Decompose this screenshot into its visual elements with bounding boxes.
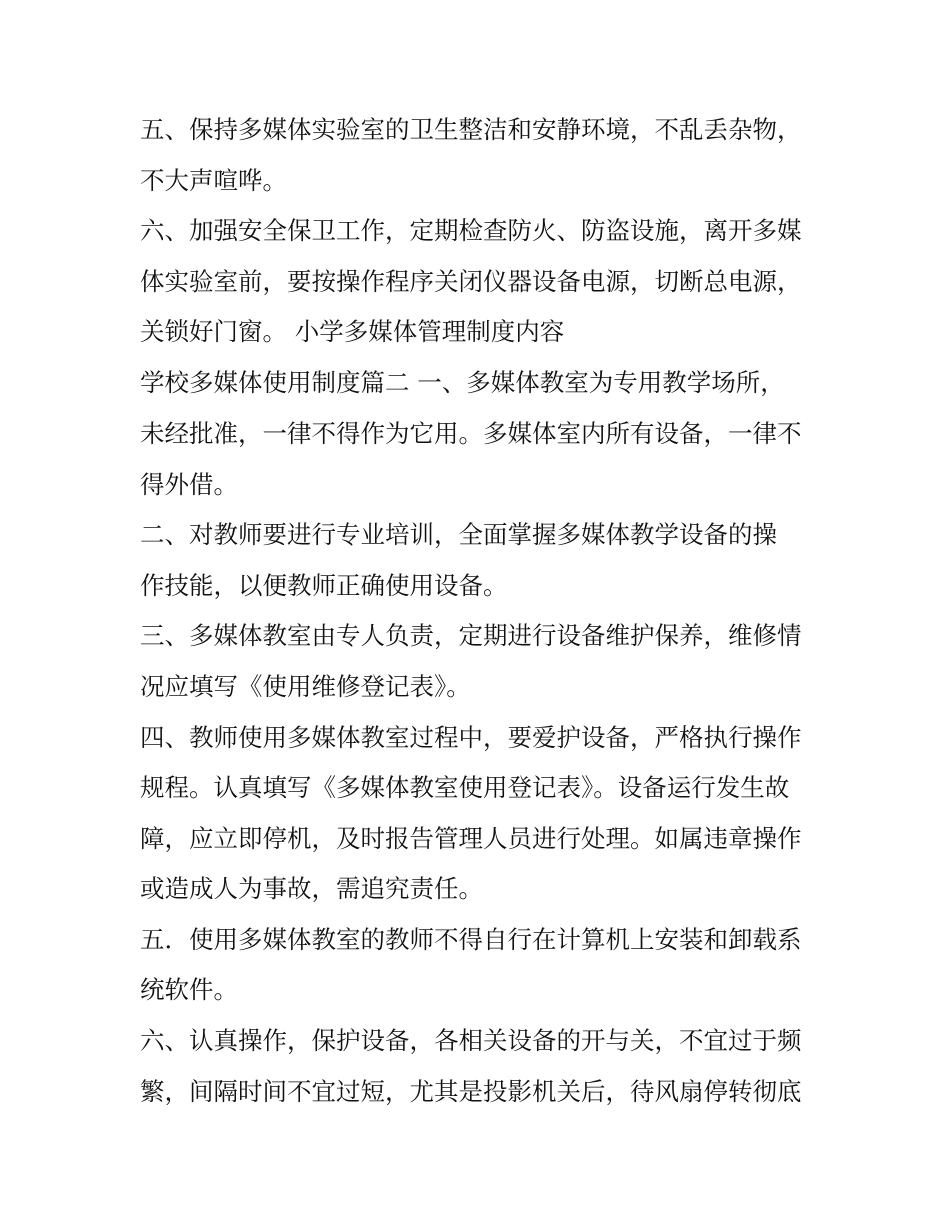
text-line: 五、保持多媒体实验室的卫生整洁和安静环境，不乱丢杂物， (140, 115, 802, 144)
text-line: 统软件。 (140, 975, 238, 1004)
text-line: 体实验室前，要按操作程序关闭仪器设备电源，切断总电源， (140, 267, 802, 296)
text-line: 学校多媒体使用制度篇二 一、多媒体教室为专用教学场所， (140, 368, 785, 397)
text-line: 不大声喧哗。 (140, 166, 287, 195)
text-line: 得外借。 (140, 470, 238, 499)
text-line: 二、对教师要进行专业培训，全面掌握多媒体教学设备的操 (140, 520, 777, 549)
text-line: 六、加强安全保卫工作，定期检查防火、防盗设施，离开多媒 (140, 216, 802, 245)
text-line: 繁，间隔时间不宜过短，尤其是投影机关后，待风扇停转彻底 (140, 1077, 802, 1106)
text-line: 关锁好门窗。 小学多媒体管理制度内容 (140, 317, 565, 346)
text-line: 况应填写《使用维修登记表》。 (140, 672, 471, 701)
text-line: 或造成人为事故，需追究责任。 (140, 874, 483, 903)
text-line: 四、教师使用多媒体教室过程中，要爱护设备，严格执行操作 (140, 723, 802, 752)
text-line: 作技能，以便教师正确使用设备。 (140, 571, 508, 600)
text-line: 三、多媒体教室由专人负责，定期进行设备维护保养，维修情 (140, 621, 802, 650)
text-line: 六、认真操作，保护设备，各相关设备的开与关，不宜过于频 (140, 1026, 802, 1055)
text-line: 障，应立即停机，及时报告管理人员进行处理。如属违章操作 (140, 824, 802, 853)
text-line: 规程。认真填写《多媒体教室使用登记表》。设备运行发生故 (140, 773, 790, 802)
text-line: 未经批准，一律不得作为它用。多媒体室内所有设备，一律不 (140, 419, 802, 448)
text-line: 五．使用多媒体教室的教师不得自行在计算机上安装和卸载系 (140, 925, 802, 954)
